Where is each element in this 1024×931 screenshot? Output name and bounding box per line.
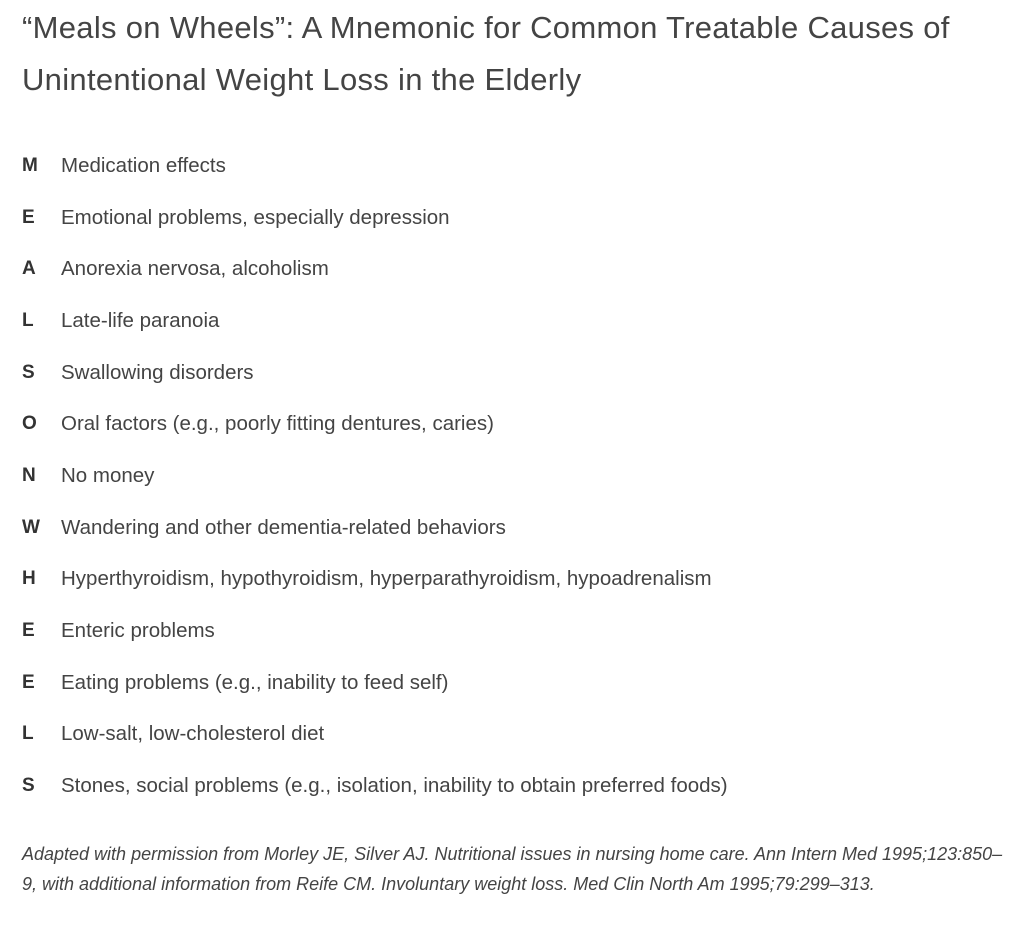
mnemonic-letter: L	[22, 309, 34, 331]
mnemonic-description: Eating problems (e.g., inability to feed self)	[61, 670, 449, 694]
list-item	[22, 502, 1002, 554]
list-item	[22, 295, 1002, 347]
mnemonic-list	[22, 140, 1002, 812]
mnemonic-letter: E	[22, 671, 35, 693]
list-item	[22, 398, 1002, 450]
mnemonic-letter: N	[22, 464, 36, 486]
list-item	[22, 140, 1002, 192]
mnemonic-description: Medication effects	[61, 153, 226, 177]
mnemonic-letter: H	[22, 568, 36, 590]
mnemonic-description: Late-life paranoia	[61, 308, 220, 332]
mnemonic-letter: A	[22, 258, 36, 280]
mnemonic-description: Oral factors (e.g., poorly fitting dentures, caries)	[61, 412, 494, 436]
mnemonic-letter: E	[22, 620, 35, 642]
list-item	[22, 760, 1002, 812]
mnemonic-description: Swallowing disorders	[61, 360, 254, 384]
mnemonic-letter: L	[22, 723, 34, 745]
mnemonic-description: No money	[61, 463, 155, 487]
mnemonic-letter: O	[22, 413, 37, 435]
page-title: “Meals on Wheels”: A Mnemonic for Common Treatable Causes of Unintentional Weight Loss in the Elderly	[22, 10, 950, 97]
mnemonic-description: Emotional problems, especially depression	[61, 205, 450, 229]
list-item	[22, 605, 1002, 657]
list-item	[22, 709, 1002, 761]
mnemonic-description: Wandering and other dementia-related behaviors	[61, 515, 506, 539]
list-item	[22, 347, 1002, 399]
mnemonic-description: Low-salt, low-cholesterol diet	[61, 722, 325, 746]
mnemonic-description: Anorexia nervosa, alcoholism	[61, 257, 329, 281]
list-item	[22, 657, 1002, 709]
mnemonic-description: Hyperthyroidism, hypothyroidism, hyperparathyroidism, hypoadrenalism	[61, 567, 712, 591]
mnemonic-letter: E	[22, 206, 35, 228]
mnemonic-description: Stones, social problems (e.g., isolation, inability to obtain preferred foods)	[61, 774, 728, 798]
source-footnote: Adapted with permission from Morley JE, Silver AJ. Nutritional issues in nursing home care. Ann Intern Med 1995;123:850–9, with additional information from Reife CM. Involuntary weight loss. Med Clin North Am 1995;79:299–313.	[22, 844, 1003, 894]
list-item	[22, 450, 1002, 502]
mnemonic-letter: S	[22, 361, 35, 383]
mnemonic-letter: W	[22, 516, 40, 538]
list-item	[22, 243, 1002, 295]
mnemonic-letter: S	[22, 775, 35, 797]
mnemonic-letter: M	[22, 154, 38, 176]
list-item	[22, 554, 1002, 606]
mnemonic-description: Enteric problems	[61, 619, 215, 643]
list-item	[22, 192, 1002, 244]
